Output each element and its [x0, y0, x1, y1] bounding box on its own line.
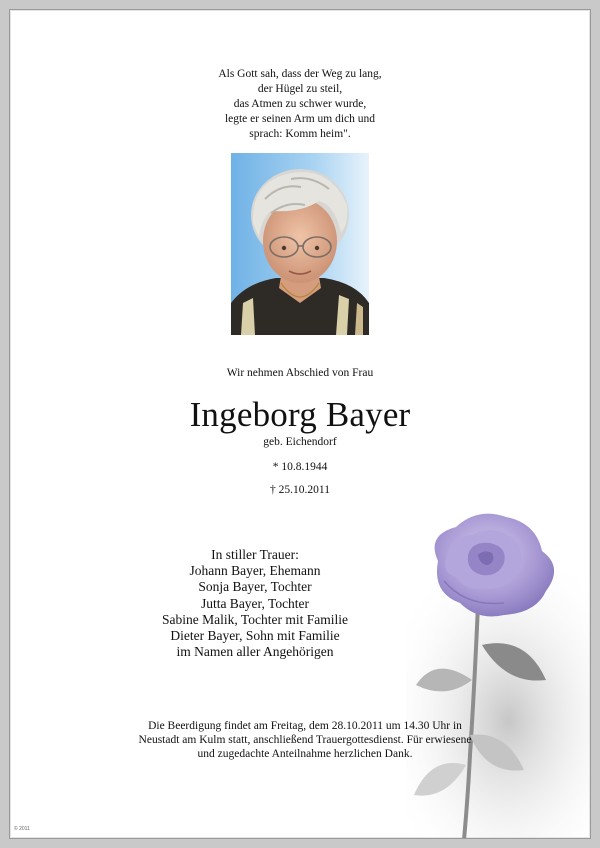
mourners-heading: In stiller Trauer: [211, 547, 299, 562]
obituary-card [9, 9, 591, 839]
funeral-line: Die Beerdigung findet am Freitag, dem 28.10.2011 um 14.30 Uhr in [148, 720, 462, 732]
death-date: † 25.10.2011 [270, 484, 330, 496]
mourner: im Namen aller Angehörigen [176, 644, 334, 660]
poem-line: der Hügel zu steil, [257, 83, 343, 95]
funeral-line: Neustadt am Kulm statt, anschließend Trauergottesdienst. Für erwiesene [138, 734, 472, 746]
copyright-mark: © 2011 [14, 826, 30, 832]
mourner: Dieter Bayer, Sohn mit Familie [170, 628, 340, 644]
mourners-list [125, 547, 385, 660]
portrait-photo [231, 153, 369, 335]
birth-date: * 10.8.1944 [272, 461, 328, 473]
deceased-name: Ingeborg Bayer [189, 395, 411, 434]
mourner: Sabine Malik, Tochter mit Familie [162, 611, 348, 627]
rose-illustration [386, 495, 591, 839]
intro-text: Wir nehmen Abschied von Frau [226, 367, 374, 379]
poem-line: legte er seinen Arm um dich und [224, 113, 376, 125]
funeral-line: und zugedachte Anteilnahme herzlichen Dank. [197, 748, 413, 760]
poem-line: sprach: Komm heim". [249, 128, 351, 140]
poem-line: das Atmen zu schwer wurde, [233, 98, 367, 110]
funeral-notice [105, 719, 505, 761]
mourner: Johann Bayer, Ehemann [189, 563, 321, 579]
mourner: Jutta Bayer, Tochter [200, 595, 310, 611]
poem-line: Als Gott sah, dass der Weg zu lang, [218, 68, 382, 80]
mourner: Sonja Bayer, Tochter [198, 579, 312, 595]
poem [10, 67, 590, 142]
birth-name: geb. Eichendorf [263, 436, 337, 448]
